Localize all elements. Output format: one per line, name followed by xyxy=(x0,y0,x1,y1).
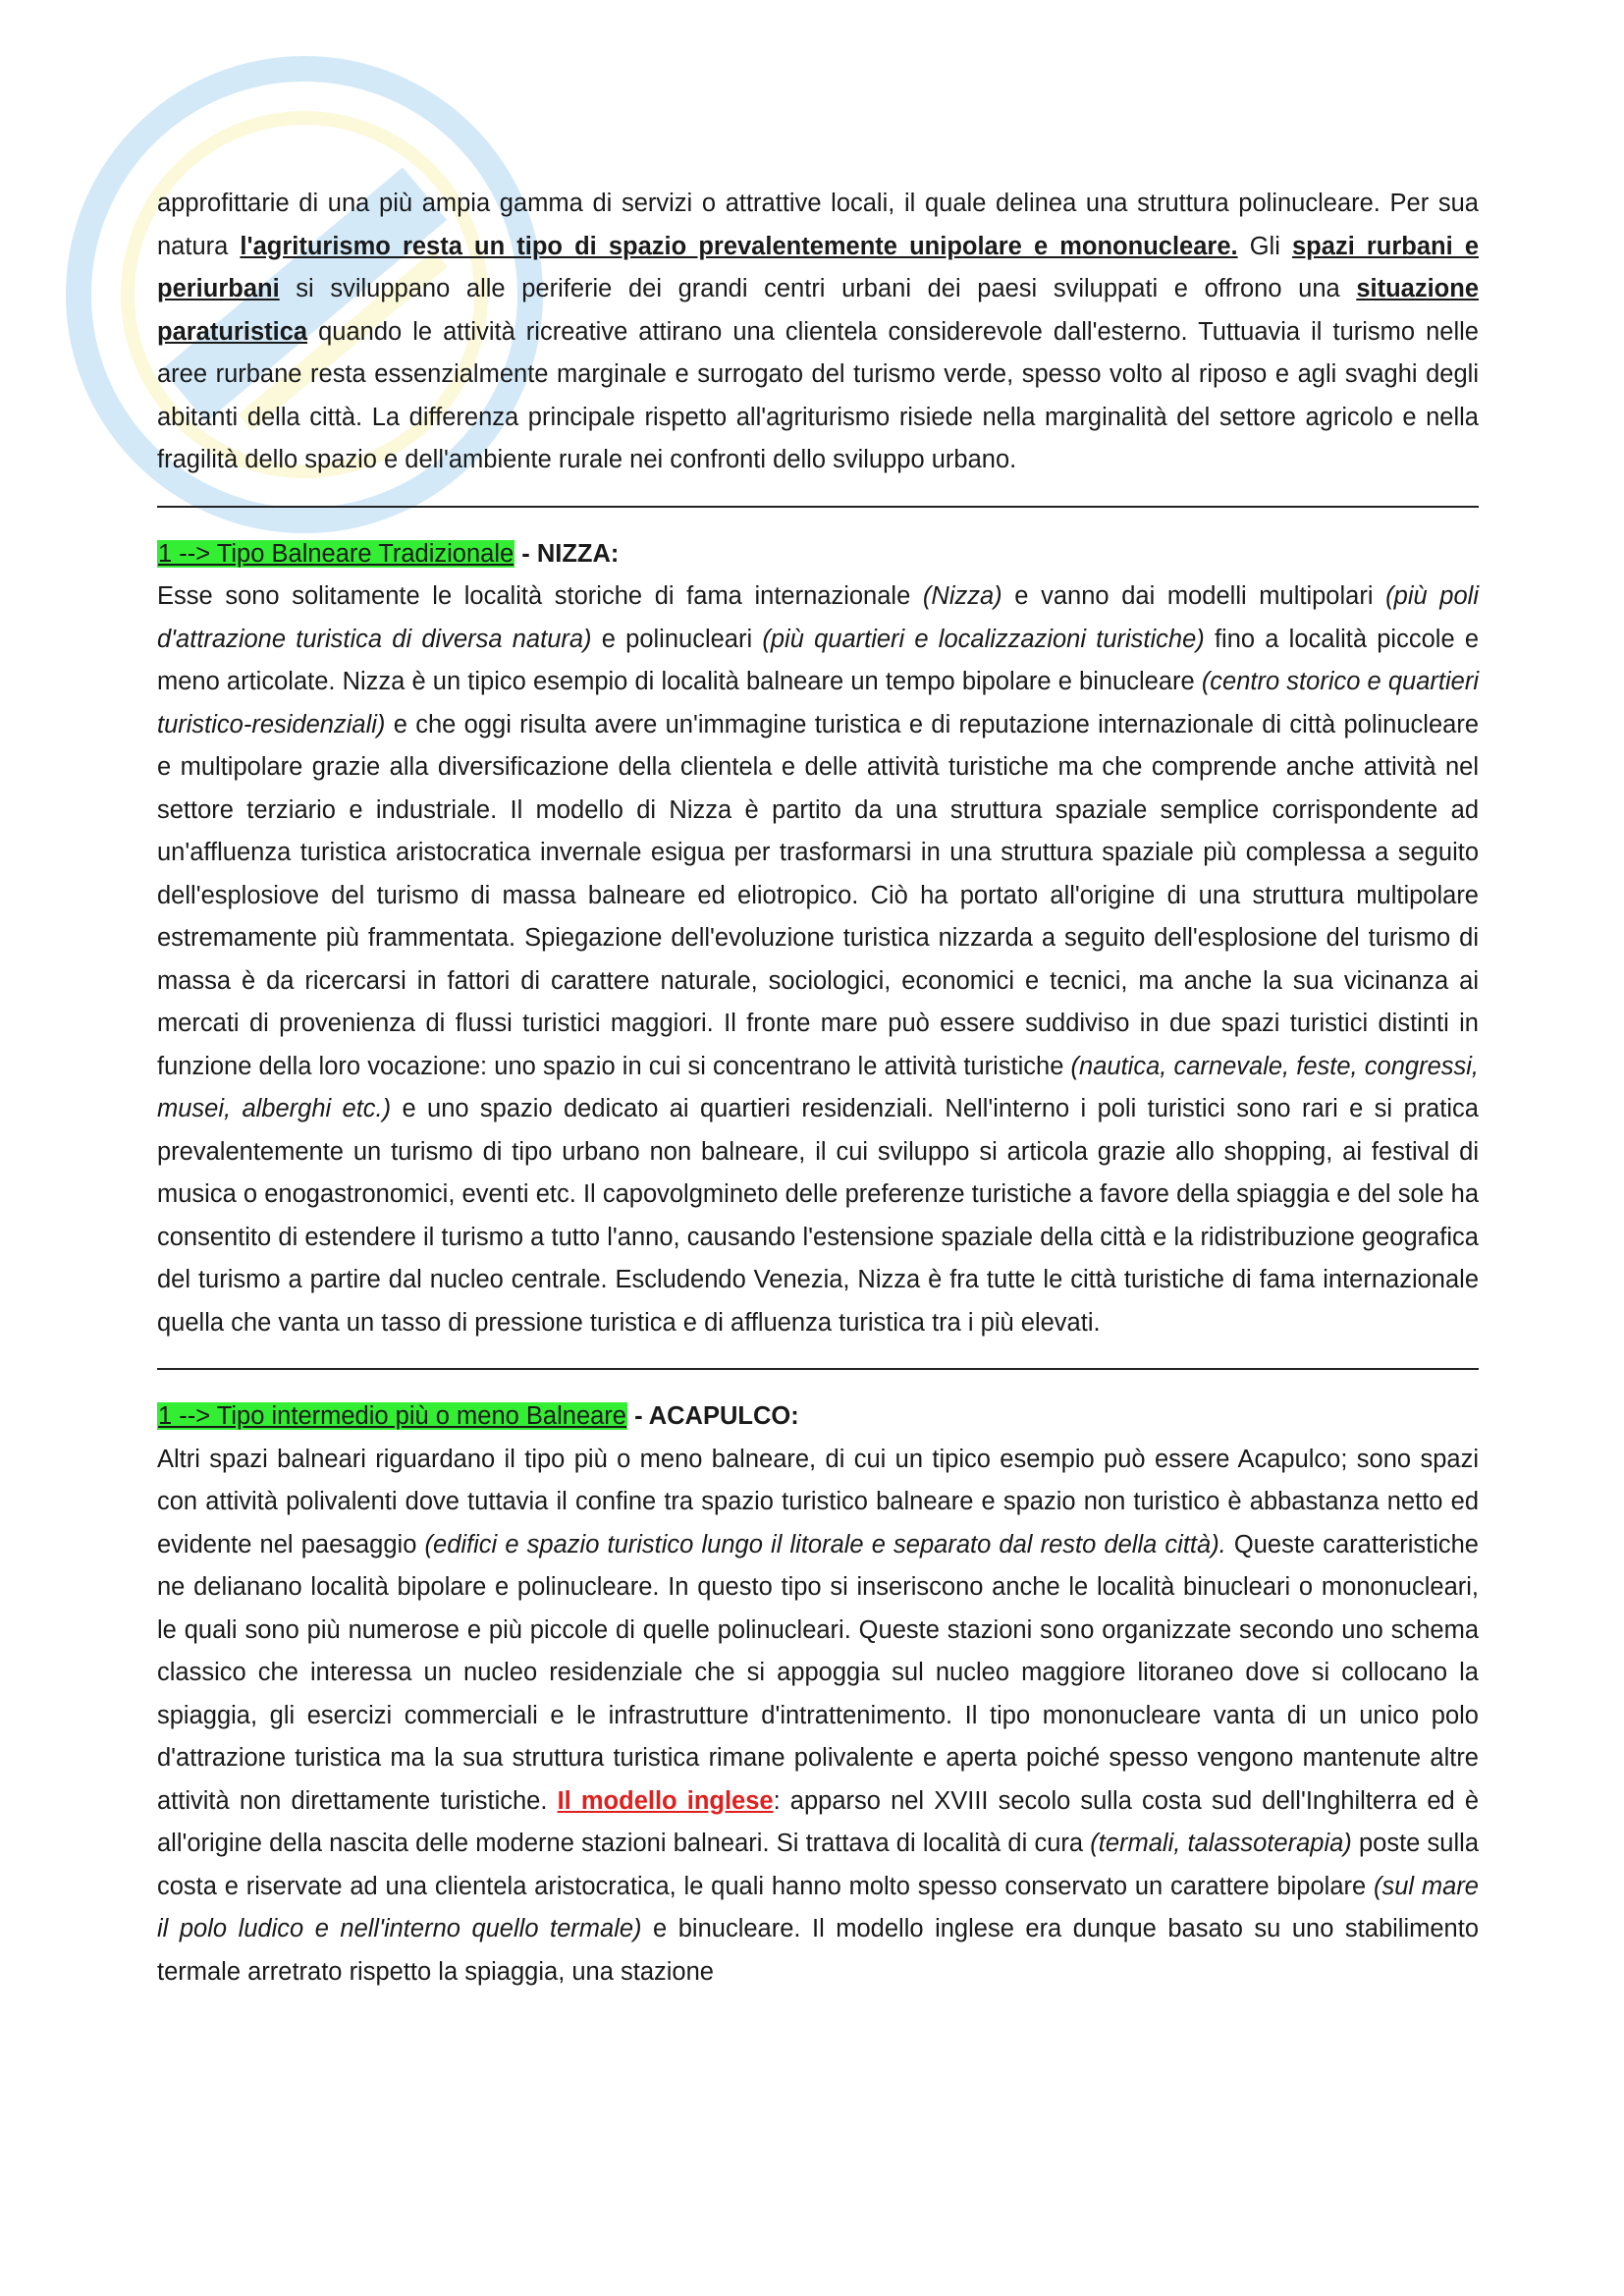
situazione-paraturistica-emphasis: situazione paraturistica xyxy=(157,275,1479,346)
acapulco-heading: 1 --> Tipo intermedio più o meno Balneare - ACAPULCO: xyxy=(158,1402,799,1430)
section-divider xyxy=(157,1368,1479,1370)
agriturismo-emphasis: l'agriturismo resta un tipo di spazio prevalentemente unipolare e mononucleare. xyxy=(240,232,1238,260)
modello-inglese-link: Il modello inglese xyxy=(557,1786,774,1815)
acapulco-paragraph: Altri spazi balneari riguardano il tipo più o meno balneare, di cui un tipico esempio può essere Acapulco; sono spazi con attività polivalenti dove tuttavia il confine tra spazio turistico balneare e spazio non turistico è abbastanza netto ed evidente nel paesaggio (edifici e spazio turistico lungo il litorale e separato dal resto della città). Queste caratteristiche ne delianano località bipolare e polinucleare. In questo tipo si inseriscono anche le località binucleari o mononucleari, le quali sono più numerose e più piccole di quelle polinucleari. Queste stazioni sono organizzate secondo uno schema classico che interessa un nucleo residenziale che si appoggia sul nucleo maggiore litoraneo dove si collocano la spiaggia, gli esercizi commerciali e le infrastrutture d'intrattenimento. Il tipo mononucleare vanta di un unico polo d'attrazione turistica ma la sua struttura turistica rimane polivalente e aperta poiché spesso vengono mantenute altre attività non direttamente turistiche. Il modello inglese: apparso nel XVIII secolo sulla costa sud dell'Inghilterra ed è all'origine della nascita delle moderne stazioni balneari. Si trattava di località di cura (termali, talassoterapia) poste sulla costa e riservate ad una clientela aristocratica, le quali hanno molto spesso conservato un carattere bipolare (sul mare il polo ludico e nell'interno quello termale) e binucleare. Il modello inglese era dunque basato su uno stabilimento termale arretrato rispetto la spiaggia, una stazione xyxy=(157,1445,1480,1986)
document-body xyxy=(157,183,1479,1994)
intro-paragraph: approfittarie di una più ampia gamma di servizi o attrattive locali, il quale delinea una struttura polinucleare. Per sua natura l'agriturismo resta un tipo di spazio prevalentemente unipolare e mononucleare. Gli spazi rurbani e periurbani si sviluppano alle periferie dei grandi centri urbani dei paesi sviluppati e offrono una situazione paraturistica quando le attività ricreative attirano una clientela considerevole dall'esterno. Tuttuavia il turismo nelle aree rurbane resta essenzialmente marginale e surrogato del turismo verde, spesso volto al riposo e agli svaghi degli abitanti della città. La differenza principale rispetto all'agriturismo risiede nella marginalità del settore agricolo e nella fragilità dello spazio e dell'ambiente rurale nei confronti dello sviluppo urbano. xyxy=(157,190,1480,473)
nizza-heading: 1 --> Tipo Balneare Tradizionale - NIZZA: xyxy=(158,539,620,568)
section-divider xyxy=(157,506,1479,508)
spazi-rurbani-emphasis: spazi rurbani e periurbani xyxy=(157,232,1480,302)
nizza-paragraph: Esse sono solitamente le località storiche di fama internazionale (Nizza) e vanno dai modelli multipolari (più poli d'attrazione turistica di diversa natura) e polinucleari (più quartieri e localizzazioni turistiche) fino a località piccole e meno articolate. Nizza è un tipico esempio di località balneare un tempo bipolare e binucleare (centro storico e quartieri turistico-residenziali) e che oggi risulta avere un'immagine turistica e di reputazione internazionale di città polinucleare e multipolare grazie alla diversificazione della clientela e delle attività turistiche ma che comprende anche attività nel settore terziario e industriale. Il modello di Nizza è partito da una struttura spaziale semplice corrispondente ad un'affluenza turistica aristocratica invernale esigua per trasformarsi in una struttura spaziale più complessa a seguito dell'esplosiove del turismo di massa balneare ed eliotropico. Ciò ha portato all'origine di una struttura multipolare estremamente più frammentata. Spiegazione dell'evoluzione turistica nizzarda a seguito dell'esplosione del turismo di massa è da ricercarsi in fattori di carattere naturale, sociologici, economici e tecnici, ma anche la sua vicinanza ai mercati di provenienza di flussi turistici maggiori. Il fronte mare può essere suddiviso in due spazi turistici distinti in funzione della loro vocazione: uno spazio in cui si concentrano le attività turistiche (nautica, carnevale, feste, congressi, musei, alberghi etc.) e uno spazio dedicato ai quartieri residenziali. Nell'interno i poli turistici sono rari e si pratica prevalentemente un turismo di tipo urbano non balneare, il cui sviluppo si articola grazie allo shopping, ai festival di musica o enogastronomici, eventi etc. Il capovolgmineto delle preferenze turistiche a favore della spiaggia e del sole ha consentito di estendere il turismo a tutto l'anno, causando l'estensione spaziale della città e la ridistribuzione geografica del turismo a partire dal nucleo centrale. Escludendo Venezia, Nizza è fra tutte le città turistiche di fama internazionale quella che vanta un tasso di pressione turistica e di affluenza turistica tra i più elevati. xyxy=(157,582,1480,1337)
